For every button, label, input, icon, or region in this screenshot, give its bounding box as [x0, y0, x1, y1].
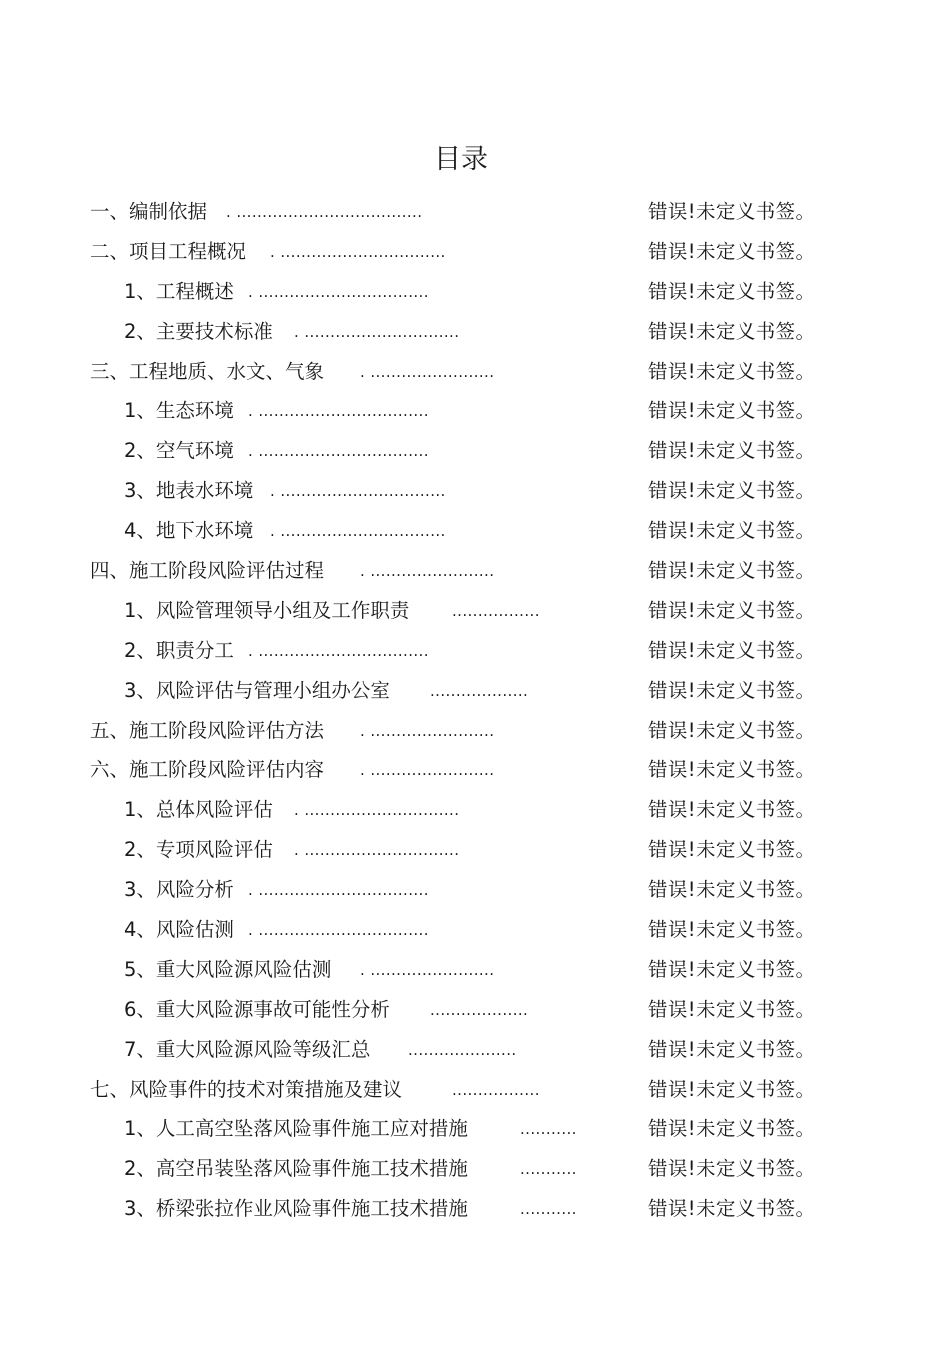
toc-leader-dots: . ................................	[270, 482, 446, 501]
toc-title: 目录	[434, 144, 488, 175]
toc-leader-dots: .....................	[408, 1040, 517, 1059]
toc-entry[interactable]	[0, 1189, 950, 1229]
toc-entry[interactable]	[0, 790, 950, 830]
toc-entry[interactable]	[0, 391, 950, 431]
toc-page-ref: 错误!未定义书签。	[648, 319, 816, 343]
toc-entry-text: 2、空气环境	[124, 439, 234, 463]
toc-page-ref: 错误!未定义书签。	[648, 878, 816, 902]
toc-leader-dots: ...........	[520, 1160, 577, 1179]
toc-entry[interactable]	[0, 272, 950, 312]
toc-page-ref: 错误!未定义书签。	[648, 1197, 816, 1221]
toc-entry[interactable]	[0, 870, 950, 910]
toc-leader-dots: . .................................	[248, 881, 429, 900]
toc-page-ref: 错误!未定义书签。	[648, 997, 816, 1021]
table-of-contents	[0, 192, 950, 1229]
toc-entry-text: 1、工程概述	[124, 279, 234, 303]
toc-entry[interactable]	[0, 352, 950, 392]
toc-entry-text: 1、总体风险评估	[124, 798, 273, 822]
toc-page-ref: 错误!未定义书签。	[648, 359, 816, 383]
toc-leader-dots: . .................................	[248, 641, 429, 660]
toc-page-ref: 错误!未定义书签。	[648, 479, 816, 503]
toc-page-ref: 错误!未定义书签。	[648, 439, 816, 463]
toc-page-ref: 错误!未定义书签。	[648, 638, 816, 662]
toc-page-ref: 错误!未定义书签。	[648, 957, 816, 981]
toc-leader-dots: ...........	[520, 1120, 577, 1139]
toc-entry-text: 3、地表水环境	[124, 479, 254, 503]
toc-entry-text: 2、职责分工	[124, 638, 234, 662]
toc-leader-dots: . .................................	[248, 442, 429, 461]
toc-entry[interactable]	[0, 711, 950, 751]
toc-page-ref: 错误!未定义书签。	[648, 1077, 816, 1101]
toc-entry-text: 5、重大风险源风险估测	[124, 957, 332, 981]
toc-entry[interactable]	[0, 431, 950, 471]
toc-leader-dots: . ................................	[270, 242, 446, 261]
toc-entry-text: 1、生态环境	[124, 399, 234, 423]
toc-page-ref: 错误!未定义书签。	[648, 239, 816, 263]
toc-entry[interactable]	[0, 192, 950, 232]
toc-entry[interactable]	[0, 631, 950, 671]
toc-leader-dots: . ........................	[360, 721, 495, 740]
toc-leader-dots: ...................	[430, 1000, 529, 1019]
toc-entry-text: 4、风险估测	[124, 918, 234, 942]
toc-entry[interactable]	[0, 1149, 950, 1189]
toc-entry[interactable]	[0, 471, 950, 511]
toc-leader-dots: . .................................	[248, 402, 429, 421]
toc-entry-text: 四、施工阶段风险评估过程	[90, 559, 325, 583]
toc-page-ref: 错误!未定义书签。	[648, 1037, 816, 1061]
toc-leader-dots: . ........................	[360, 960, 495, 979]
toc-entry[interactable]	[0, 750, 950, 790]
toc-entry-text: 二、项目工程概况	[90, 239, 247, 263]
toc-entry-text: 4、地下水环境	[124, 519, 254, 543]
toc-entry[interactable]	[0, 591, 950, 631]
toc-entry[interactable]	[0, 990, 950, 1030]
toc-leader-dots: ...........	[520, 1200, 577, 1219]
toc-page-ref: 错误!未定义书签。	[648, 718, 816, 742]
toc-entry[interactable]	[0, 551, 950, 591]
toc-entry-text: 六、施工阶段风险评估内容	[90, 758, 325, 782]
toc-entry-text: 2、专项风险评估	[124, 838, 273, 862]
toc-leader-dots: .................	[452, 601, 540, 620]
toc-page-ref: 错误!未定义书签。	[648, 279, 816, 303]
toc-page-ref: 错误!未定义书签。	[648, 798, 816, 822]
toc-leader-dots: . ..............................	[294, 322, 460, 341]
toc-entry[interactable]	[0, 910, 950, 950]
toc-entry[interactable]	[0, 232, 950, 272]
toc-entry-text: 1、风险管理领导小组及工作职责	[124, 598, 410, 622]
toc-leader-dots: . ..............................	[294, 801, 460, 820]
toc-page-ref: 错误!未定义书签。	[648, 598, 816, 622]
toc-page-ref: 错误!未定义书签。	[648, 200, 816, 223]
toc-page-ref: 错误!未定义书签。	[648, 838, 816, 862]
toc-entry-text: 七、风险事件的技术对策措施及建议	[90, 1077, 403, 1101]
toc-page-ref: 错误!未定义书签。	[648, 918, 816, 942]
toc-entry[interactable]	[0, 1109, 950, 1149]
toc-entry[interactable]	[0, 312, 950, 352]
toc-leader-dots: . ....................................	[226, 203, 423, 221]
toc-entry[interactable]	[0, 950, 950, 990]
toc-leader-dots: . ........................	[360, 562, 495, 581]
toc-entry-text: 3、风险评估与管理小组办公室	[124, 678, 390, 702]
toc-leader-dots: . ........................	[360, 362, 495, 381]
toc-entry-text: 3、风险分析	[124, 878, 234, 902]
toc-entry[interactable]	[0, 1030, 950, 1070]
toc-page-ref: 错误!未定义书签。	[648, 678, 816, 702]
toc-page-ref: 错误!未定义书签。	[648, 758, 816, 782]
toc-leader-dots: . .................................	[248, 921, 429, 940]
toc-entry-text: 1、人工高空坠落风险事件施工应对措施	[124, 1117, 468, 1141]
toc-entry[interactable]	[0, 511, 950, 551]
toc-leader-dots: . .................................	[248, 282, 429, 301]
toc-entry-text: 2、高空吊装坠落风险事件施工技术措施	[124, 1157, 468, 1181]
toc-page-ref: 错误!未定义书签。	[648, 1157, 816, 1181]
toc-page-ref: 错误!未定义书签。	[648, 559, 816, 583]
toc-entry-text: 6、重大风险源事故可能性分析	[124, 997, 390, 1021]
toc-entry-text: 三、工程地质、水文、气象	[90, 359, 325, 383]
toc-leader-dots: ...................	[430, 681, 529, 700]
toc-leader-dots: . ........................	[360, 761, 495, 780]
toc-entry-text: 一、编制依据	[90, 200, 208, 223]
toc-page-ref: 错误!未定义书签。	[648, 519, 816, 543]
toc-leader-dots: . ..............................	[294, 841, 460, 860]
toc-entry-text: 2、主要技术标准	[124, 319, 273, 343]
toc-entry[interactable]	[0, 830, 950, 870]
toc-leader-dots: .................	[452, 1080, 540, 1099]
toc-entry-text: 3、桥梁张拉作业风险事件施工技术措施	[124, 1197, 468, 1221]
toc-page-ref: 错误!未定义书签。	[648, 1117, 816, 1141]
toc-entry[interactable]	[0, 671, 950, 711]
toc-entry-text: 7、重大风险源风险等级汇总	[124, 1037, 371, 1061]
toc-entry[interactable]	[0, 1070, 950, 1110]
toc-entry-text: 五、施工阶段风险评估方法	[90, 718, 325, 742]
toc-leader-dots: . ................................	[270, 522, 446, 541]
toc-page-ref: 错误!未定义书签。	[648, 399, 816, 423]
